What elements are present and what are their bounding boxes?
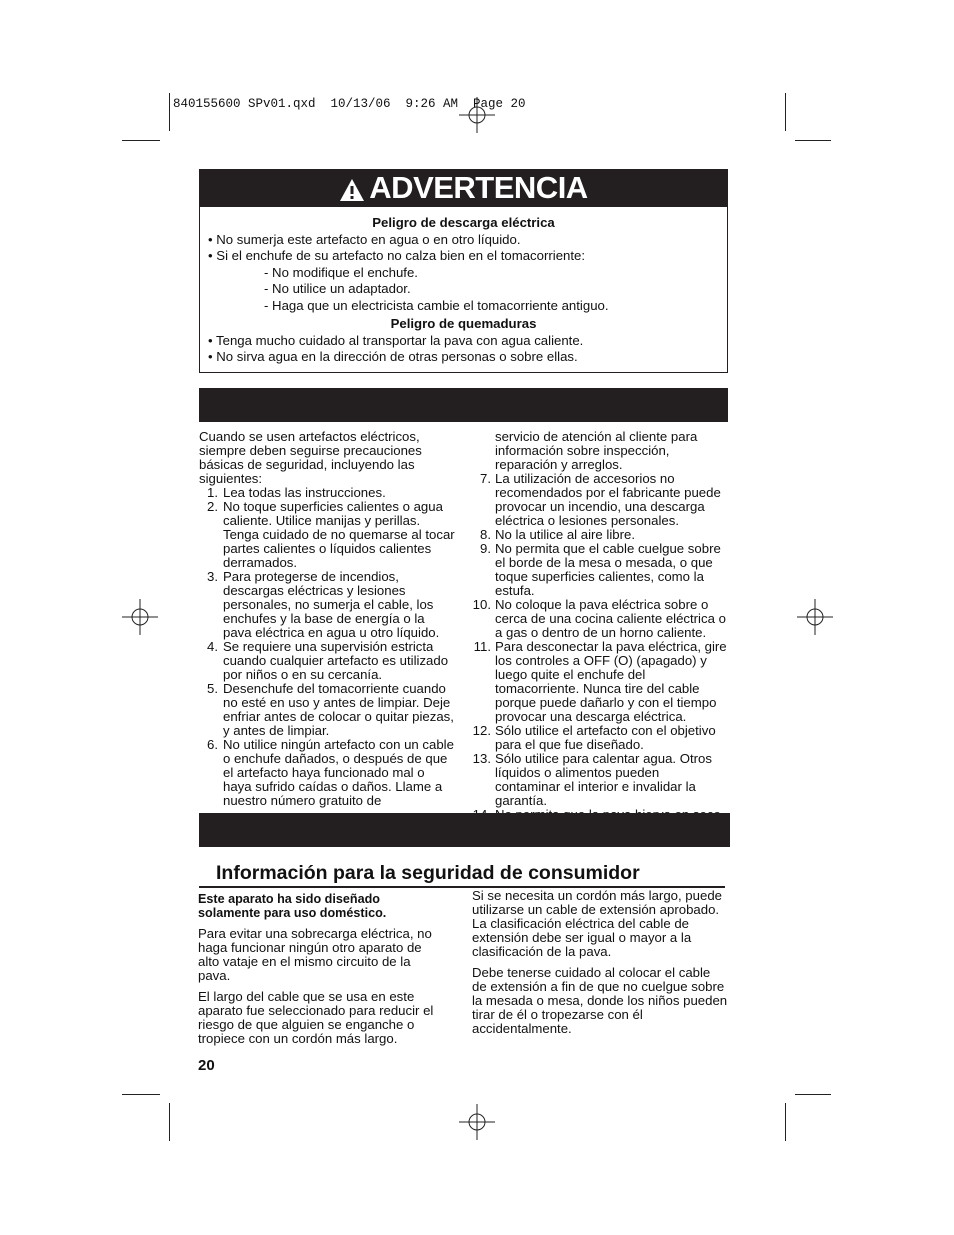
registration-mark-icon	[459, 1104, 495, 1140]
list-item: 2. No toque superficies calientes o agua caliente. Utilice manijas y perillas. Tenga cuidado de no quemarse al tocar partes calientes o líquidos calientes derramados.	[207, 499, 455, 570]
list-item: 1. Lea todas las instrucciones.	[207, 485, 386, 500]
safeguards-intro: Cuando se usen artefactos eléctricos, siempre deben seguirse precauciones básicas de seguridad, incluyendo las siguientes:	[199, 429, 422, 486]
list-item: 13. Sólo utilice para calentar agua. Otros líquidos o alimentos pueden contaminar el interior e invalidar la garantía.	[472, 751, 712, 808]
list-item: 12. Sólo utilice el artefacto con el objetivo para el que fue diseñado.	[472, 723, 716, 752]
save-instructions-bar	[199, 813, 730, 847]
registration-mark-icon	[797, 599, 833, 635]
list-item: 5. Desenchufe del tomacorriente cuando no esté en uso y antes de limpiar. Deje enfriar antes de colocar o quitar piezas, y antes de limpiar.	[207, 681, 454, 738]
file-slug: 840155600 SPv01.qxd 10/13/06 9:26 AM Page 20	[173, 97, 526, 111]
page-number: 20	[198, 1057, 215, 1074]
warning-item: • No sirva agua en la dirección de otras personas o sobre ellas.	[208, 349, 578, 364]
list-item: 6. No utilice ningún artefacto con un cable o enchufe dañados, o después de que el artefacto haya funcionado mal o haya sufrido caídas o daños. Llame a nuestro número gratuito de	[207, 737, 454, 808]
burn-heading: Peligro de quemaduras	[390, 316, 537, 331]
warning-subitem: - Haga que un electricista cambie el tomacorriente antiguo.	[264, 297, 609, 313]
household-notice: Este aparato ha sido diseñado solamente para uso doméstico.	[198, 892, 387, 920]
list-item: servicio de atención al cliente para información sobre inspección, reparación y arreglos.	[495, 429, 698, 472]
list-item: 10. No coloque la pava eléctrica sobre o cerca de una cocina caliente eléctrica o a gas o dentro de un horno caliente.	[472, 597, 726, 640]
paragraph: Si se necesita un cordón más largo, puede utilizarse un cable de extensión aprobado. La clasificación eléctrica del cable de extensión debe ser igual o mayor a la clasificación de la pava.	[472, 888, 722, 959]
list-item: 4. Se requiere una supervisión estricta cuando cualquier artefacto es utilizado por niños o en su cercanía.	[207, 639, 449, 682]
shock-heading: Peligro de descarga eléctrica	[372, 215, 555, 230]
warning-subitem: - No modifique el enchufe.	[264, 264, 418, 280]
safeguards-column-right	[472, 430, 728, 822]
list-item: 9. No permita que el cable cuelgue sobre el borde de la mesa o mesada, o que toque superficies calientes, como la estufa.	[480, 541, 721, 598]
list-item: 7. La utilización de accesorios no recomendados por el fabricante puede provocar un incendio, una descarga eléctrica o lesiones personales.	[480, 471, 721, 528]
paragraph: Debe tenerse cuidado al colocar el cable de extensión a fin de que no cuelgue sobre la mesada o mesa, donde los niños pueden tirar de él o tropezarse con él accidentalmente.	[472, 965, 728, 1036]
warning-item: • No sumerja este artefacto en agua o en otro líquido.	[208, 231, 521, 247]
list-item: 11. Para desconectar la pava eléctrica, gire los controles a OFF (O) (apagado) y luego quite el enchufe del tomacorriente. Nunca tire del cable porque puede dañarlo y con el tiempo provocar una descarga eléctrica.	[473, 639, 727, 724]
warning-subitem: - No utilice un adaptador.	[264, 281, 411, 296]
safeguards-header-bar	[199, 388, 728, 422]
safeguards-column-left	[199, 430, 455, 808]
warning-banner	[199, 169, 728, 207]
warning-triangle-icon	[339, 178, 365, 202]
consumer-column-right	[472, 889, 728, 1043]
consumer-safety-title: Información para la seguridad de consumidor	[216, 862, 640, 884]
paragraph: Para evitar una sobrecarga eléctrica, no haga funcionar ningún otro aparato de alto vataje en el mismo circuito de la pava.	[198, 926, 432, 983]
warning-item: • Tenga mucho cuidado al transportar la pava con agua caliente.	[208, 332, 584, 348]
registration-mark-icon	[122, 599, 158, 635]
warning-title: ADVERTENCIA	[369, 170, 588, 205]
paragraph: El largo del cable que se usa en este aparato fue seleccionado para reducir el riesgo de que alguien se enganche o tropiece con un cordón más largo.	[198, 989, 434, 1046]
list-item: 8. No la utilice al aire libre.	[480, 527, 635, 542]
warning-box	[199, 207, 728, 373]
list-item: 3. Para protegerse de incendios, descargas eléctricas y lesiones personales, no sumerja el cable, los enchufes y la base de energía o la pava eléctrica en agua u otro líquido.	[207, 569, 440, 640]
warning-item: • Si el enchufe de su artefacto no calza bien en el tomacorriente:	[208, 248, 586, 263]
consumer-column-left	[198, 892, 444, 1053]
